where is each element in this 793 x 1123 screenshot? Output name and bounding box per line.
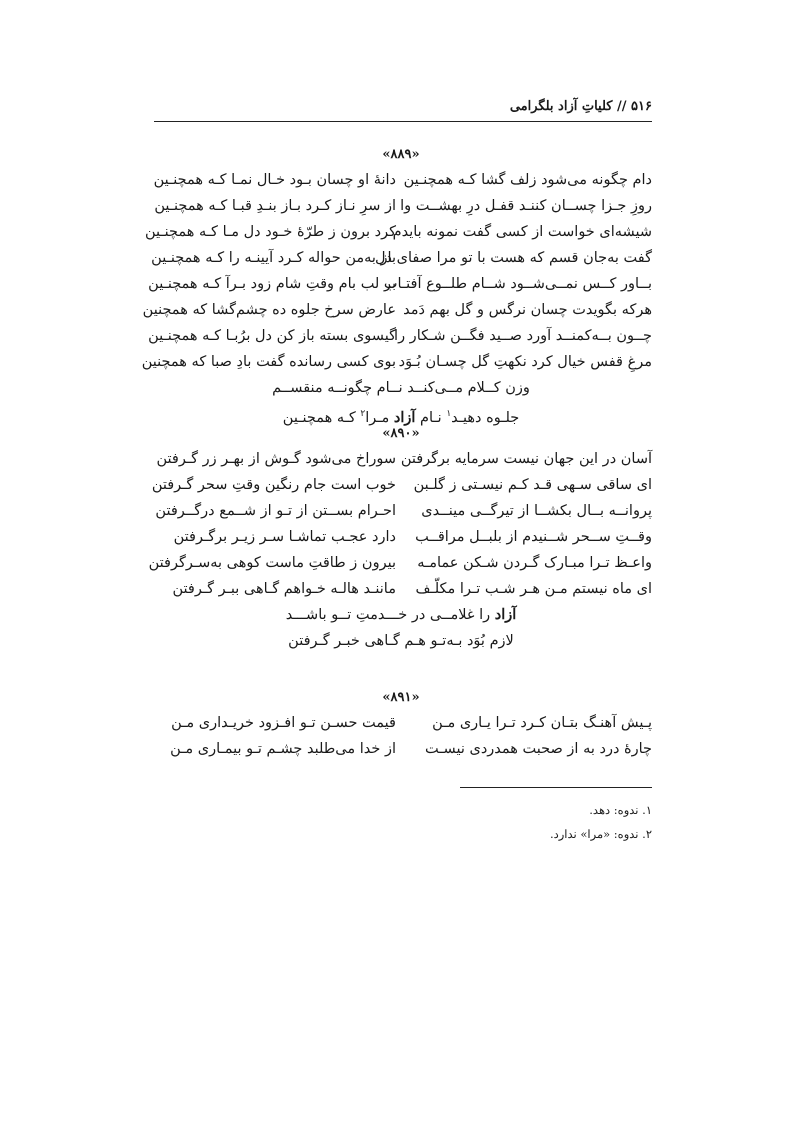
- hemistich-second: کرد برون ز طرّهٔ خـود دل مـا کـه همچنـین: [145, 224, 396, 240]
- hemistich-second: سوراخ می‌شود گـوش از بهـر زر گـرفتن: [156, 451, 396, 467]
- hemistich-first: گفت به‌جان قسم که هست با تو مرا صفای دل: [375, 250, 652, 266]
- hemistich-second: دانهٔ او چسان بـود خـال نمـا کـه همچنـین: [153, 172, 396, 188]
- hemistich-first: پـیش آهنـگ بتـان کـرد تـرا یـاری مـن: [432, 715, 652, 731]
- closing-text: مـرا: [365, 409, 394, 426]
- hemistich-first: واعـظ تـرا مبـارک گـردن شـکن عمامـه: [417, 555, 652, 571]
- couplet: [150, 271, 652, 297]
- couplet: [142, 297, 652, 323]
- book-title: کلیاتِ آزاد بلگرامی: [509, 99, 613, 114]
- closing-text: لازم بُوَد بـه‌تـو هـم گـاهی خبـر گـرفتن: [288, 633, 514, 649]
- running-head: [154, 96, 652, 118]
- hemistich-second: باز به‌من حواله کـرد آیینـه را کـه همچنـین: [151, 250, 396, 266]
- closing-line: [150, 602, 652, 628]
- couplet: [150, 498, 652, 524]
- hemistich-first: چــون بــه‌کمنــد آورد صــید فگــن شـکار را: [394, 328, 652, 344]
- footnote: ۲. ندوه: «مرا» ندارد.: [549, 827, 652, 841]
- couplet: [150, 550, 652, 576]
- closing-text: نـام: [415, 409, 447, 426]
- hemistich-second: ماننـد هالـه خـواهم گـاهی ببـر گـرفتن: [172, 581, 396, 597]
- couplet: [150, 524, 652, 550]
- hemistich-first: چارهٔ درد به از صحبت همدردی نیسـت: [425, 741, 652, 757]
- hemistich-second: خوب است جام رنگین وقتِ سحر گـرفتن: [151, 477, 396, 493]
- footnote-ref: ۱: [446, 409, 452, 419]
- footnote: ۱. ندوه: دهد.: [589, 803, 652, 817]
- hemistich-second: احـرام بســتن از تـو از شــمع درگــرفتن: [155, 503, 396, 519]
- couplet: [150, 167, 652, 193]
- closing-line: [150, 375, 652, 401]
- hemistich-first: آسان در این جهان نیست سرمایه برگرفتن: [400, 451, 652, 467]
- hemistich-first: وقــتِ ســحر شــنیدم از بلبــل مراقــب: [415, 529, 652, 545]
- hemistich-first: روزِ جـزا چســان کننـد قفـل درِ بهشــت وا: [400, 198, 652, 214]
- hemistich-second: عارض سرخ جلوه ده چشم‌گشا که همچنین: [142, 302, 396, 318]
- couplet: [150, 710, 652, 736]
- poem-number: «۸۸۹»: [382, 147, 420, 162]
- hemistich-first: پروانــه بــال بکشــا از تیرگــی مینــدی: [421, 503, 652, 519]
- hemistich-second: از سرِ نـاز کـرد بـاز بنـدِ قبـا کـه همچنـین: [154, 198, 396, 214]
- poet-name: آزاد: [393, 408, 416, 426]
- hemistich-second: بیرون ز طاقتِ ماست کوهی به‌سـرگرفتن: [148, 555, 396, 571]
- couplet: [150, 736, 652, 762]
- closing-text: وزن کــلام مــی‌کنــد نــام چگونــه منقســم: [272, 380, 530, 396]
- footnote-rule: [460, 787, 652, 788]
- footnotes: [154, 798, 652, 846]
- header-rule: [154, 121, 652, 122]
- couplet: [150, 446, 652, 472]
- poet-name: آزاد: [494, 606, 517, 623]
- page-number: ۵۱۶: [631, 99, 652, 114]
- hemistich-first: ای ماه نیستم مـن هـر شـب تـرا مکلّـف: [415, 581, 652, 597]
- hemistich-first: مرغِ قفس خیال کرد نکهتِ گل چسـان بُـوَد: [398, 354, 652, 370]
- hemistich-second: دارد عجـب تماشـا سـر زیـر برگـرفتن: [173, 529, 396, 545]
- hemistich-second: بر لب بام وقتِ شام زود بـرآ کـه همچنـین: [148, 276, 396, 292]
- couplet: [150, 323, 652, 349]
- closing-text: جلـوه دهیـد: [451, 409, 520, 426]
- poem-number: «۸۹۰»: [382, 426, 420, 441]
- hemistich-second: قیمت حسـن تـو افـزود خریـداری مـن: [171, 715, 396, 731]
- hemistich-first: دام چگونه می‌شود زلف گشا کـه همچنـین: [403, 172, 652, 188]
- couplet: [145, 219, 652, 245]
- closing-line: [150, 628, 652, 654]
- couplet: [141, 349, 652, 375]
- hemistich-second: گیسوی بسته باز کن دل برُبـا کـه همچنـین: [148, 328, 396, 344]
- couplet: [150, 245, 652, 271]
- closing-text: کـه همچنـین: [282, 409, 361, 426]
- poem-number: «۸۹۱»: [382, 690, 420, 705]
- hemistich-first: شیشه‌ای خواست از کسی گفت نمونه بایدم: [392, 224, 652, 240]
- poem-891: [150, 686, 652, 762]
- hemistich-first: ای ساقی سـهی قـد کـم نیسـتی ز گلـبن: [413, 477, 652, 493]
- poem-889: [141, 143, 652, 427]
- header-separator: //: [617, 99, 627, 114]
- footnote-ref: ۲: [360, 409, 366, 419]
- couplet: [150, 472, 652, 498]
- hemistich-second: از خدا می‌طلبد چشـم تـو بیمـاری مـن: [170, 741, 396, 757]
- couplet: [150, 576, 652, 602]
- closing-text: را غلامــی در خـــدمتِ تــو باشـــد: [285, 607, 495, 623]
- hemistich-second: بوی کسی رسانده گفت بادِ صبا که همچنین: [141, 354, 396, 370]
- hemistich-first: بــاور کــس نمــی‌شــود شــام طلــوع آفتـاب: [383, 276, 652, 292]
- couplet: [150, 193, 652, 219]
- poem-890: [150, 422, 652, 654]
- hemistich-first: هرکه بگویدت چسان نرگس و گل بهم دَمد: [403, 302, 652, 318]
